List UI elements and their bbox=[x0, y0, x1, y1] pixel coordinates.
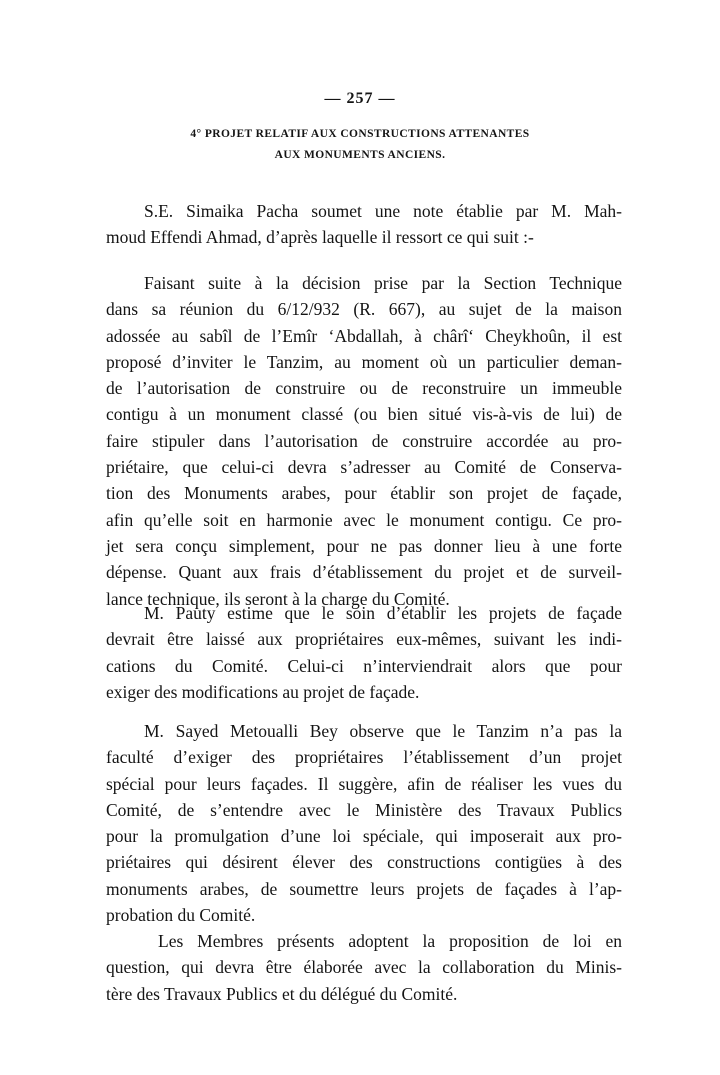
text-line: lance technique, ils seront à la charge du Comité. bbox=[106, 588, 450, 609]
text-line: moud Effendi Ahmad, d’après laquelle il ressort ce qui suit :- bbox=[106, 227, 534, 248]
text-line: jet sera conçu simplement, pour ne pas donner lieu à une forte bbox=[106, 535, 622, 556]
text-line: monuments arabes, de soumettre leurs projets de façades à l’ap- bbox=[106, 878, 622, 899]
text-line: de l’autorisation de construire ou de reconstruire un immeuble bbox=[106, 378, 622, 399]
text-line: M. Sayed Metoualli Bey observe que le Tanzim n’a pas la bbox=[144, 721, 622, 741]
text-line: priétaires qui désirent élever des constructions contigües à des bbox=[106, 852, 622, 873]
paragraph-2 bbox=[106, 270, 622, 612]
text-line: pour la promulgation d’une loi spéciale, qui imposerait aux pro- bbox=[106, 826, 622, 847]
text-line: spécial pour leurs façades. Il suggère, afin de réaliser les vues du bbox=[106, 773, 622, 794]
text-line: Faisant suite à la décision prise par la Section Technique bbox=[144, 273, 622, 293]
text-line: priétaire, que celui-ci devra s’adresser au Comité de Conserva- bbox=[106, 457, 622, 478]
text-line: cations du Comité. Celui-ci n’interviendrait alors que pour bbox=[106, 655, 622, 676]
text-line: Comité, de s’entendre avec le Ministère des Travaux Publics bbox=[106, 799, 622, 820]
text-line: S.E. Simaika Pacha soumet une note établie par M. Mah- bbox=[144, 201, 622, 221]
text-line: tion des Monuments arabes, pour établir son projet de façade, bbox=[106, 483, 622, 504]
text-line: probation du Comité. bbox=[106, 905, 256, 926]
text-line: devrait être laissé aux propriétaires eux-mêmes, suivant les indi- bbox=[106, 629, 622, 650]
section-heading-line-1: 4° PROJET RELATIF AUX CONSTRUCTIONS ATTENANTES bbox=[190, 128, 530, 140]
text-line: question, qui devra être élaborée avec la collaboration du Minis- bbox=[106, 957, 622, 978]
text-line: contigu à un monument classé (ou bien situé vis-à-vis de lui) de bbox=[106, 404, 622, 425]
paragraph-1 bbox=[106, 198, 622, 251]
page-number: — 257 — bbox=[324, 90, 396, 107]
paragraph-5 bbox=[106, 928, 622, 1007]
text-line: adossée au sabîl de l’Emîr ‘Abdallah, à chârî‘ Cheykhoûn, il est bbox=[106, 325, 622, 346]
text-line: afin qu’elle soit en harmonie avec le monument contigu. Ce pro- bbox=[106, 509, 622, 530]
text-line: faire stipuler dans l’autorisation de construire accordée au pro- bbox=[106, 430, 622, 451]
text-line: dans sa réunion du 6/12/932 (R. 667), au sujet de la maison bbox=[106, 299, 622, 320]
section-heading-line-2: AUX MONUMENTS ANCIENS. bbox=[274, 149, 446, 161]
paragraph-3 bbox=[106, 600, 622, 705]
text-line: exiger des modifications au projet de façade. bbox=[106, 681, 420, 702]
text-line: Les Membres présents adoptent la proposition de loi en bbox=[158, 931, 622, 951]
text-line: faculté d’exiger des propriétaires l’établissement d’un projet bbox=[106, 747, 622, 768]
text-line: M. Pauty estime que le soin d’établir les projets de façade bbox=[144, 603, 622, 623]
paragraph-4 bbox=[106, 718, 622, 928]
text-line: tère des Travaux Publics et du délégué du Comité. bbox=[106, 983, 458, 1004]
text-line: dépense. Quant aux frais d’établissement du projet et de surveil- bbox=[106, 562, 622, 583]
text-line: proposé d’inviter le Tanzim, au moment où un particulier deman- bbox=[106, 351, 622, 372]
